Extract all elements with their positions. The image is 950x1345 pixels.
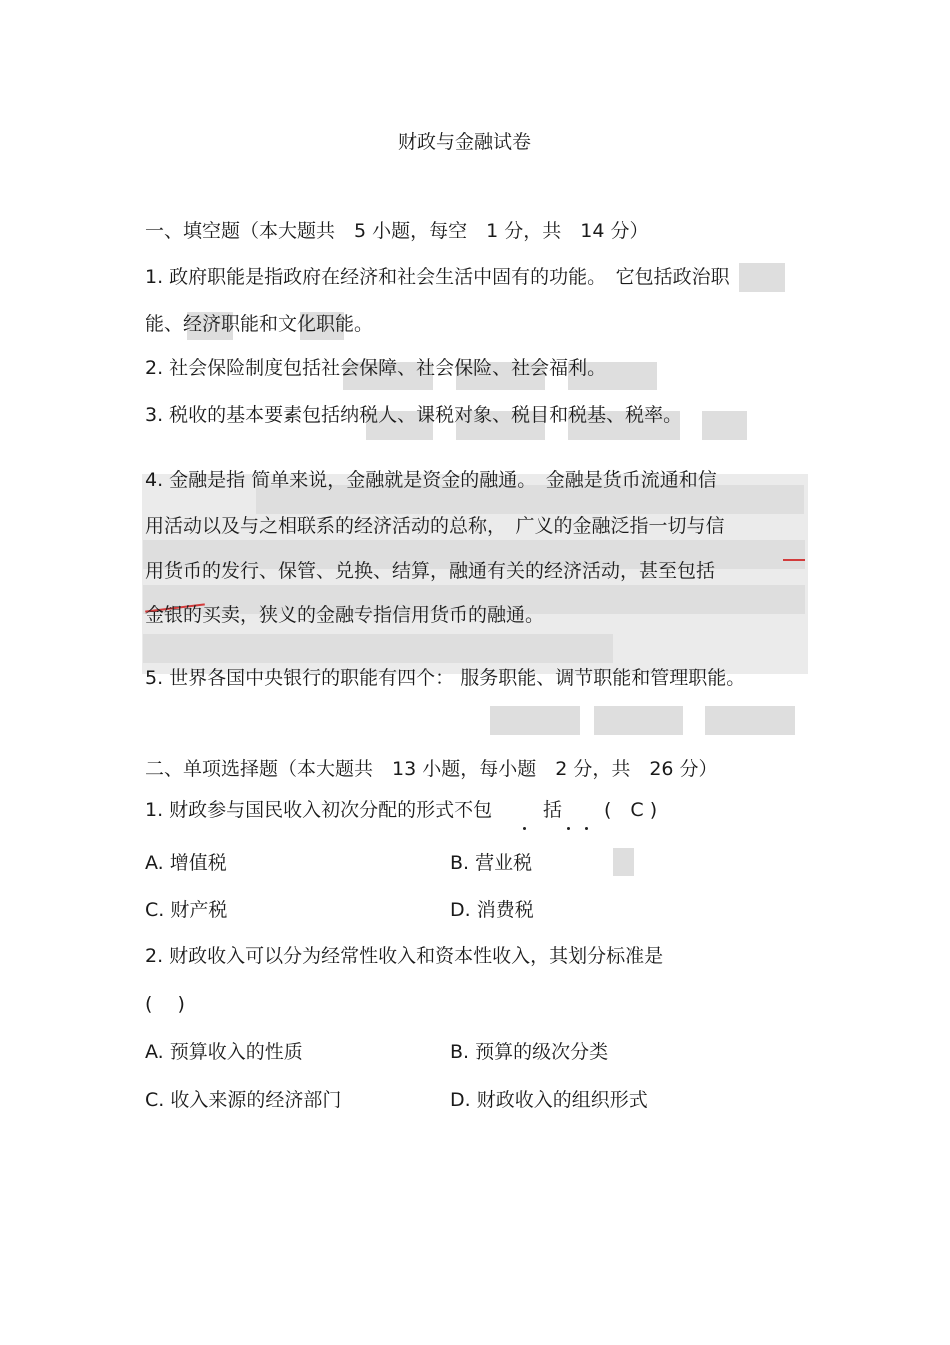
s2-q2-answer: ( ) (145, 993, 185, 1015)
emphasis-dot (523, 827, 526, 830)
page-title: 财政与金融试卷 (398, 131, 532, 153)
s1-q4-line1: 4. 金融是指 简单来说，金融就是资金的融通。 金融是货币流通和信 (145, 469, 717, 491)
blank-q5-2 (594, 706, 683, 735)
blank-q4-line4 (143, 634, 613, 663)
s2-q1-option-c: C. 财产税 (145, 899, 228, 921)
s2-q1-option-b: B. 营业税 (450, 852, 533, 874)
section2-heading: 二、单项选择题（本大题共 13 小题，每小题 2 分，共 26 分） (145, 758, 718, 780)
answer-mark-box (613, 848, 634, 876)
s1-q5: 5. 世界各国中央银行的职能有四个： 服务职能、调节职能和管理职能。 (145, 667, 746, 689)
red-mark-right (783, 559, 805, 561)
section1-heading: 一、填空题（本大题共 5 小题，每空 1 分，共 14 分） (145, 220, 649, 242)
s1-q1-line1: 1. 政府职能是指政府在经济和社会生活中固有的功能。 它包括政治职 (145, 266, 730, 288)
s2-q2-stem: 2. 财政收入可以分为经常性收入和资本性收入，其划分标准是 (145, 945, 664, 967)
blank-q5-3 (705, 706, 795, 735)
s1-q4-line2: 用活动以及与之相联系的经济活动的总称， 广义的金融泛指一切与信 (145, 515, 725, 537)
s1-q1-line2: 能、经济职能和文化职能。 (145, 313, 374, 335)
s2-q1-stem-tail: 括 (543, 799, 563, 821)
s1-q4-line4: 金银的买卖，狭义的金融专指信用货币的融通。 (145, 604, 545, 626)
blank-q5-1 (490, 706, 580, 735)
s2-q2-option-b: B. 预算的级次分类 (450, 1041, 609, 1063)
blank-q3-4 (702, 411, 747, 440)
emphasis-dot (567, 827, 570, 830)
s2-q1-option-a: A. 增值税 (145, 852, 227, 874)
s1-q4-line3: 用货币的发行、保管、兑换、结算，融通有关的经济活动，甚至包括 (145, 560, 716, 582)
s2-q1-stem: 1. 财政参与国民收入初次分配的形式不包 (145, 799, 493, 821)
s2-q1-answer: ( C ) (604, 799, 658, 821)
s1-q2: 2. 社会保险制度包括社会保障、社会保险、社会福利。 (145, 357, 607, 379)
s2-q1-option-d: D. 消费税 (450, 899, 534, 921)
blank-q1-politics (739, 263, 785, 292)
emphasis-dot (585, 827, 588, 830)
s2-q2-option-a: A. 预算收入的性质 (145, 1041, 303, 1063)
s2-q2-option-d: D. 财政收入的组织形式 (450, 1089, 648, 1111)
s2-q2-option-c: C. 收入来源的经济部门 (145, 1089, 342, 1111)
s1-q3: 3. 税收的基本要素包括纳税人、课税对象、税目和税基、税率。 (145, 404, 683, 426)
